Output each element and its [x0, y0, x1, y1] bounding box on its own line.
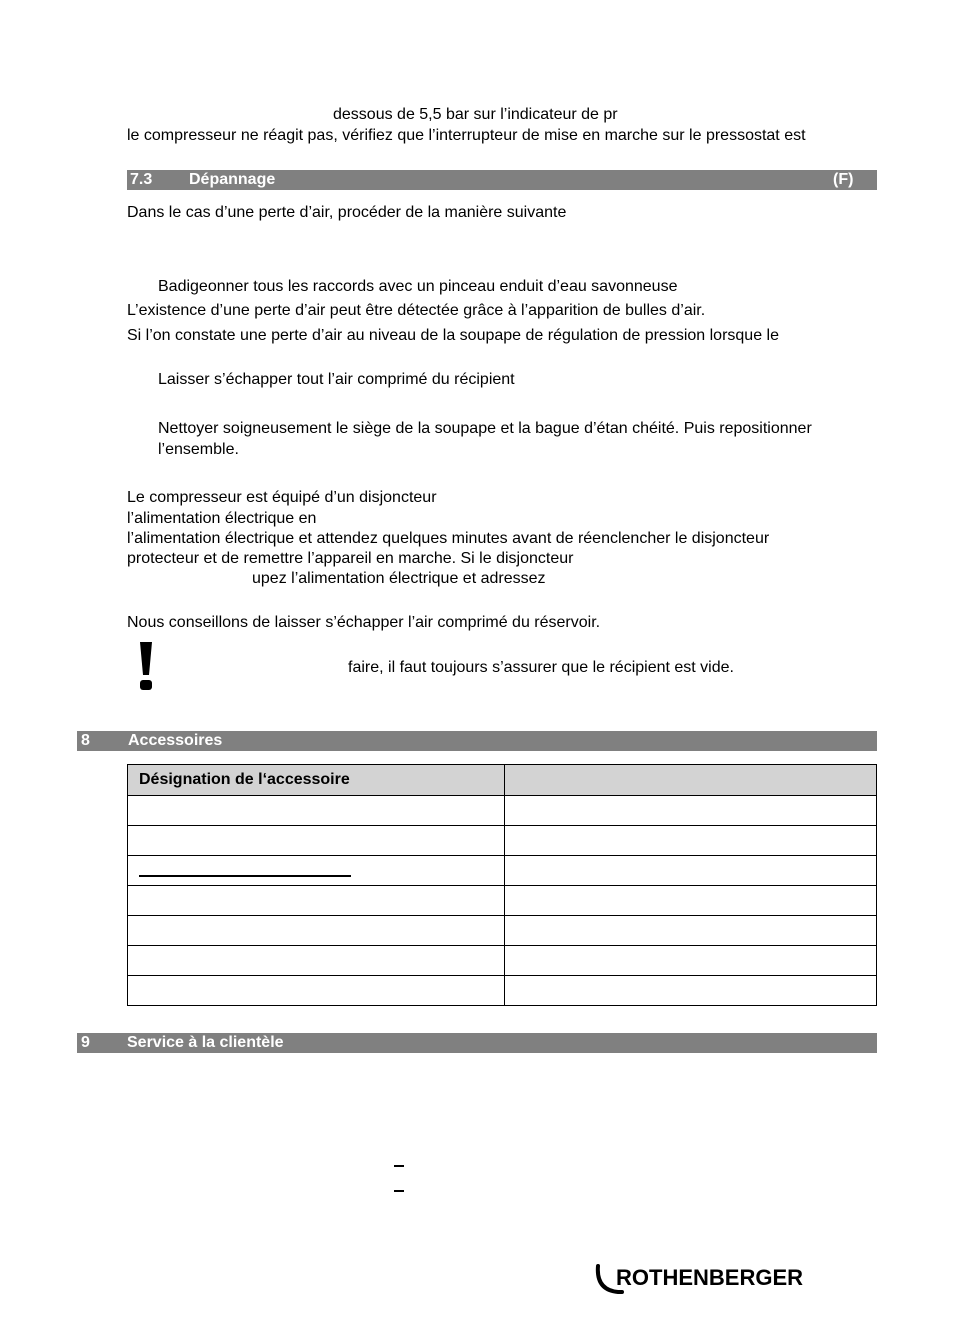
table-row — [128, 826, 877, 856]
underline-placeholder — [139, 863, 351, 877]
text-line: l’alimentation électrique en — [127, 510, 317, 527]
dash-mark — [394, 1190, 404, 1192]
text-line: l’alimentation électrique et attendez quelques minutes avant de réenclencher le disjoncteur — [127, 530, 770, 547]
section-number: 9 — [81, 1034, 90, 1051]
exclamation-icon — [138, 642, 154, 692]
table-cell — [505, 856, 877, 886]
table-cell — [128, 886, 505, 916]
table-row — [128, 916, 877, 946]
text-line: Badigeonner tous les raccords avec un pinceau enduit d’eau savonneuse — [158, 278, 678, 295]
rothenberger-logo — [592, 1260, 828, 1300]
accessories-table — [127, 764, 877, 1006]
text-line: Nettoyer soigneusement le siège de la soupape et la bague d’étan chéité. Puis repositionner — [158, 420, 812, 437]
text-line: L’existence d’une perte d’air peut être détectée grâce à l’apparition de bulles d’air. — [127, 302, 706, 319]
table-row — [128, 946, 877, 976]
text-line: upez l’alimentation électrique et adressez — [252, 570, 546, 587]
table-cell — [505, 946, 877, 976]
table-cell — [128, 916, 505, 946]
text-line: le compresseur ne réagit pas, vérifiez que l’interrupteur de mise en marche sur le pressostat est — [127, 127, 806, 144]
section-title: Accessoires — [128, 732, 223, 749]
text-line: Laisser s’échapper tout l’air comprimé du récipient — [158, 371, 515, 388]
table-row — [128, 796, 877, 826]
table-header-row — [128, 765, 877, 796]
table-cell — [128, 796, 505, 826]
text-line: dessous de 5,5 bar sur l’indicateur de pr — [333, 106, 618, 123]
column-header-designation: Désignation de l‘accessoire — [128, 765, 505, 796]
table-row — [128, 856, 877, 886]
table-cell — [505, 976, 877, 1006]
section-number: 8 — [81, 732, 90, 749]
table-cell — [505, 916, 877, 946]
text-line: protecteur et de remettre l’appareil en marche. Si le disjoncteur — [127, 550, 574, 567]
table-cell — [128, 856, 505, 886]
table-cell — [505, 886, 877, 916]
section-title: Dépannage — [189, 171, 276, 188]
section-title: Service à la clientèle — [127, 1034, 284, 1051]
section-language-tag: (F) — [833, 171, 854, 188]
dash-mark — [394, 1165, 404, 1167]
text-line: Dans le cas d’une perte d’air, procéder de la manière suivante — [127, 204, 567, 221]
column-header-second — [505, 765, 877, 796]
warning-text: faire, il faut toujours s’assurer que le récipient est vide. — [348, 659, 734, 676]
table-cell — [128, 976, 505, 1006]
text-line: Le compresseur est équipé d’un disjoncteur — [127, 489, 437, 506]
table-cell — [128, 946, 505, 976]
section-header-9 — [77, 1033, 877, 1053]
table-cell — [505, 826, 877, 856]
text-line: Nous conseillons de laisser s’échapper l’air comprimé du réservoir. — [127, 614, 601, 631]
text-line: Si l’on constate une perte d’air au niveau de la soupape de régulation de pression lorsque le — [127, 327, 779, 344]
table-cell — [505, 796, 877, 826]
section-number: 7.3 — [130, 171, 153, 188]
table-cell — [128, 826, 505, 856]
table-row — [128, 976, 877, 1006]
section-header-8 — [77, 731, 877, 751]
text-line: l’ensemble. — [158, 441, 239, 458]
logo-text: ROTHENBERGER — [616, 1265, 804, 1290]
section-header-7-3 — [127, 170, 877, 190]
table-row — [128, 886, 877, 916]
